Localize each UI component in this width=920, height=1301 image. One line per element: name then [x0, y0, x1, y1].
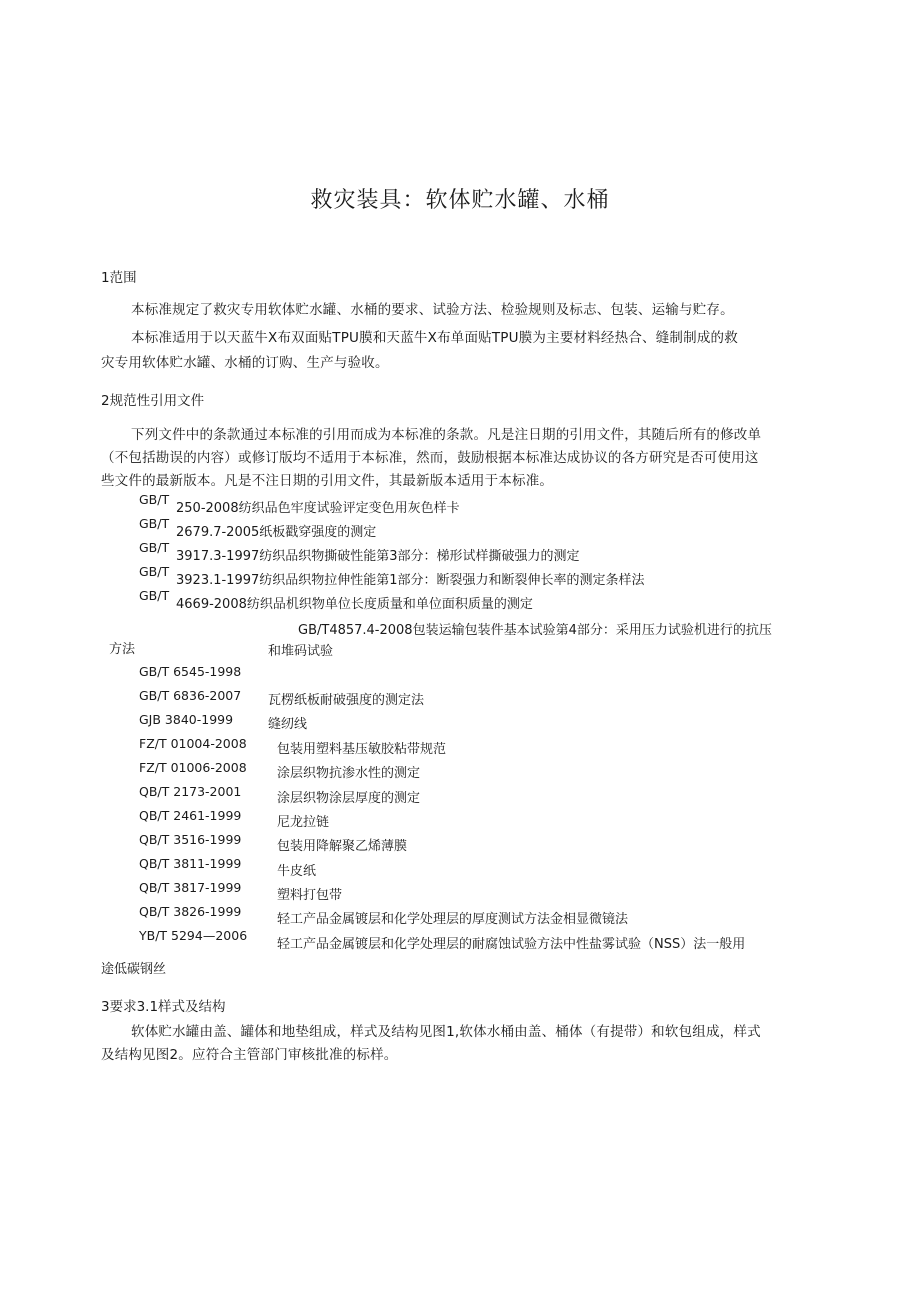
reference-code: GB/T 6545-1998 [139, 664, 242, 679]
reference-continuation: 方法 [109, 642, 136, 657]
reference-item: 3923.1-1997纺织品织物拉伸性能第1部分：断裂强力和断裂伸长率的测定条样法 [176, 573, 645, 588]
reference-item: 250-2008纺织品色牢度试验评定变色用灰色样卡 [176, 501, 460, 516]
reference-title: 缝纫线 [268, 717, 308, 732]
reference-code: QB/T 3826-1999 [139, 904, 242, 919]
section-1-heading: 1范围 [101, 270, 137, 286]
reference-code: GB/T 6836-2007 [139, 688, 242, 703]
page-title: 救灾装具：软体贮水罐、水桶 [310, 188, 610, 213]
reference-title: 包装用塑料基压敏胶粘带规范 [277, 742, 447, 757]
section-2-heading: 2规范性引用文件 [101, 393, 205, 409]
reference-code: QB/T 2173-2001 [139, 784, 242, 799]
reference-code: FZ/T 01006-2008 [139, 760, 247, 775]
reference-title: 轻工产品金属镀层和化学处理层的厚度测试方法金相显微镜法 [277, 912, 629, 927]
section-2-paragraph: （不包括勘误的内容）或修订版均不适用于本标准，然而，鼓励根据本标准达成协议的各方研究是否可使用这 [101, 450, 759, 466]
reference-continuation: 和堆码试验 [268, 644, 334, 659]
reference-title: 轻工产品金属镀层和化学处理层的耐腐蚀试验方法中性盐雾试验（NSS）法一般用 [277, 937, 746, 952]
reference-prefix: GB/T [139, 540, 170, 555]
reference-prefix: GB/T [139, 516, 170, 531]
reference-title: 尼龙拉链 [277, 815, 330, 830]
reference-code: QB/T 2461-1999 [139, 808, 242, 823]
reference-code: QB/T 3817-1999 [139, 880, 242, 895]
reference-prefix: GB/T [139, 588, 170, 603]
reference-continuation: 途低碳钢丝 [101, 962, 167, 977]
reference-title: 瓦楞纸板耐破强度的测定法 [268, 693, 425, 708]
reference-title: 涂层织物涂层厚度的测定 [277, 791, 421, 806]
section-1-paragraph: 本标准适用于以天蓝牛X布双面贴TPU膜和天蓝牛X布单面贴TPU膜为主要材料经热合、缝制制成的救 [131, 330, 738, 346]
reference-item: 2679.7-2005纸板戳穿强度的测定 [176, 525, 377, 540]
reference-prefix: GB/T [139, 564, 170, 579]
reference-code: YB/T 5294—2006 [139, 928, 248, 943]
section-2-paragraph: 下列文件中的条款通过本标准的引用而成为本标准的条款。凡是注日期的引用文件，其随后所有的修改单 [131, 427, 762, 443]
reference-code: QB/T 3516-1999 [139, 832, 242, 847]
section-3-paragraph: 及结构见图2。应符合主管部门审核批准的标样。 [101, 1047, 398, 1063]
reference-code: QB/T 3811-1999 [139, 856, 242, 871]
reference-title: 牛皮纸 [277, 864, 317, 879]
section-3-paragraph: 软体贮水罐由盖、罐体和地垫组成，样式及结构见图1,软体水桶由盖、桶体（有提带）和软包组成，样式 [131, 1024, 761, 1040]
section-1-paragraph: 本标准规定了救灾专用软体贮水罐、水桶的要求、试验方法、检验规则及标志、包装、运输与贮存。 [131, 302, 734, 318]
reference-title: 涂层织物抗渗水性的测定 [277, 766, 421, 781]
section-3-heading: 3要求3.1样式及结构 [101, 999, 226, 1015]
reference-code: FZ/T 01004-2008 [139, 736, 247, 751]
reference-item: GB/T4857.4-2008包装运输包装件基本试验第4部分：采用压力试验机进行的抗压 [298, 623, 772, 638]
reference-code: GJB 3840-1999 [139, 712, 234, 727]
section-1-paragraph: 灾专用软体贮水罐、水桶的订购、生产与验收。 [101, 355, 389, 371]
reference-item: 4669-2008纺织品机织物单位长度质量和单位面积质量的测定 [176, 597, 533, 612]
reference-item: 3917.3-1997纺织品织物撕破性能第3部分：梯形试样撕破强力的测定 [176, 549, 580, 564]
reference-title: 塑料打包带 [277, 888, 343, 903]
reference-prefix: GB/T [139, 492, 170, 507]
reference-title: 包装用降解聚乙烯薄膜 [277, 839, 408, 854]
section-2-paragraph: 些文件的最新版本。凡是不注日期的引用文件，其最新版本适用于本标准。 [101, 473, 554, 489]
